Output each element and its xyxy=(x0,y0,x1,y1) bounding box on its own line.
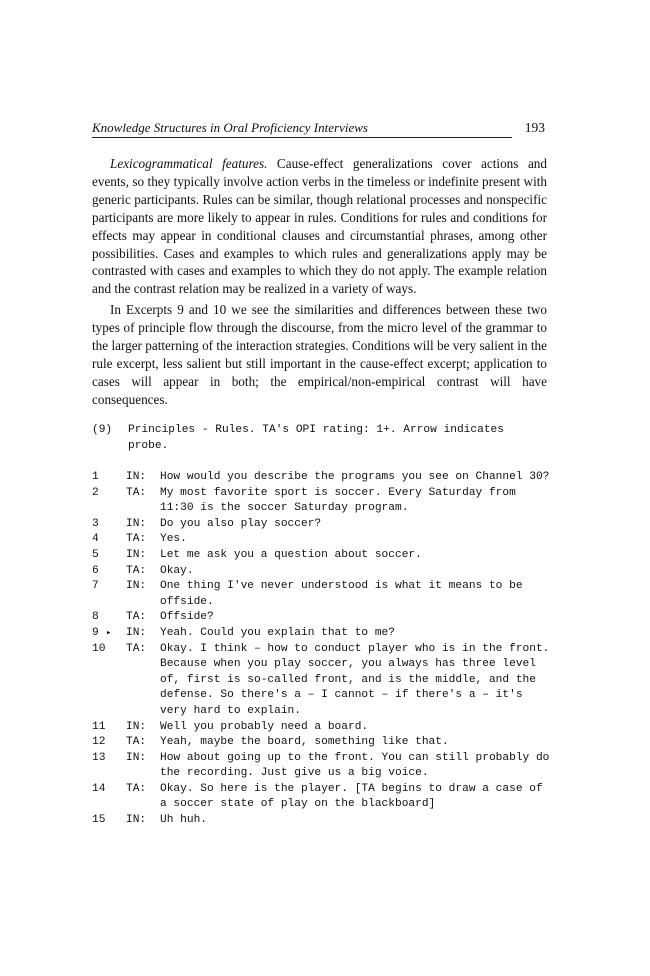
utterance-text: Okay. xyxy=(160,564,194,577)
transcript-turn xyxy=(0,642,650,720)
speaker-label: TA: xyxy=(126,611,147,624)
running-head-rule xyxy=(92,137,512,138)
transcript-turn xyxy=(0,813,650,829)
line-number: 7 xyxy=(92,580,99,593)
speaker-label: IN: xyxy=(126,814,147,827)
utterance-text: Yes. xyxy=(160,533,187,546)
utterance-text: Let me ask you a question about soccer. xyxy=(160,548,422,561)
speaker-label: TA: xyxy=(126,564,147,577)
utterance-text: How about going up to the front. You can still probably do the recording. Just give us a big voice. xyxy=(160,751,550,780)
line-number: 10 xyxy=(92,642,106,655)
speaker-label: IN: xyxy=(126,751,147,764)
transcript-turn xyxy=(0,548,650,564)
line-number: 15 xyxy=(92,814,106,827)
transcript-turn xyxy=(0,470,650,486)
utterance-text: Okay. I think – how to conduct player who is in the front. Because when you play soccer, you always has three level of, first is so-called front, and is the middle, and the defense. So there's a – I cannot – if there's a – it's very hard to explain. xyxy=(160,642,550,717)
running-head-title: Knowledge Structures in Oral Proficiency Interviews xyxy=(92,120,368,135)
line-number: 2 xyxy=(92,486,99,499)
utterance-text: My most favorite sport is soccer. Every Saturday from 11:30 is the soccer Saturday program. xyxy=(160,486,516,515)
paragraph-text: In Excerpts 9 and 10 we see the similarities and differences between these two types of principle flow through the discourse, from the micro level of the grammar to the larger patterning of the interaction strategies. Conditions will be very salient in the rule excerpt, less salient but still important in the cause-effect excerpt; application to cases will appear in both; the empirical/non-empirical contrast will have consequences. xyxy=(92,302,547,407)
transcript-turn xyxy=(0,735,650,751)
transcript-turn xyxy=(0,486,650,517)
page-number: 193 xyxy=(524,120,545,135)
speaker-label: TA: xyxy=(126,736,147,749)
transcript-turn xyxy=(0,532,650,548)
line-number: 13 xyxy=(92,751,106,764)
speaker-label: IN: xyxy=(126,548,147,561)
transcript-turn xyxy=(0,564,650,580)
speaker-label: IN: xyxy=(126,580,147,593)
transcript-turn xyxy=(0,751,650,782)
paragraph-text: Cause-effect generalizations cover actions and events, so they typically involve action verbs in the timeless or indefinite present with generic participants. Rules can be similar, though relational processes and nonspecific participants are more likely to appear in rules. Conditions for rules and conditions for effects may appear in conditional clauses and circumstantial phrases, among other possibilities. Cases and examples to which rules and generalizations apply may be contrasted with cases and examples to which they do not apply. The example relation and the contrast relation may be realized in a variety of ways. xyxy=(92,156,547,297)
transcript xyxy=(0,470,650,829)
line-number: 3 xyxy=(92,517,99,530)
line-number: 1 xyxy=(92,471,99,483)
utterance-text: Uh huh. xyxy=(160,814,207,827)
speaker-label: IN: xyxy=(126,626,147,639)
speaker-label: TA: xyxy=(126,782,147,795)
line-number: 9 xyxy=(92,626,99,639)
speaker-label: IN: xyxy=(126,471,147,483)
line-number: 5 xyxy=(92,548,99,561)
line-number: 14 xyxy=(92,782,106,795)
utterance-text: One thing I've never understood is what it means to be offside. xyxy=(160,580,523,608)
paragraph-lead-italic: Lexicogrammatical features. xyxy=(110,156,268,171)
transcript-turn xyxy=(0,579,650,610)
transcript-turn xyxy=(0,517,650,533)
transcript-turn xyxy=(0,720,650,736)
speaker-label: IN: xyxy=(126,720,147,733)
line-number: 12 xyxy=(92,736,106,749)
probe-arrow-icon: ▸ xyxy=(106,627,112,638)
utterance-text: Okay. So here is the player. [TA begins to draw a case of a soccer state of play on the blackboard] xyxy=(160,782,543,811)
running-head xyxy=(92,120,545,142)
excerpt-caption-text: Principles - Rules. TA's OPI rating: 1+. Arrow indicates probe. xyxy=(128,424,504,452)
utterance-text: Offside? xyxy=(160,611,214,624)
utterance-text: Yeah, maybe the board, something like that. xyxy=(160,736,449,749)
transcript-turn xyxy=(0,782,650,813)
paragraph-lexicogrammatical xyxy=(92,155,547,298)
speaker-label: TA: xyxy=(126,533,147,546)
utterance-text: Well you probably need a board. xyxy=(160,720,369,733)
paragraph-excerpts-intro xyxy=(92,301,547,408)
utterance-text: How would you describe the programs you see on Channel 30? xyxy=(160,471,550,483)
utterance-text: Yeah. Could you explain that to me? xyxy=(160,626,395,639)
speaker-label: IN: xyxy=(126,517,147,530)
transcript-turn xyxy=(0,610,650,626)
transcript-turn xyxy=(0,626,650,642)
line-number: 4 xyxy=(92,533,99,546)
utterance-text: Do you also play soccer? xyxy=(160,517,322,530)
excerpt-number: (9) xyxy=(92,424,113,436)
line-number: 11 xyxy=(92,720,106,733)
speaker-label: TA: xyxy=(126,486,147,499)
line-number: 8 xyxy=(92,611,99,624)
line-number: 6 xyxy=(92,564,99,577)
speaker-label: TA: xyxy=(126,642,147,655)
